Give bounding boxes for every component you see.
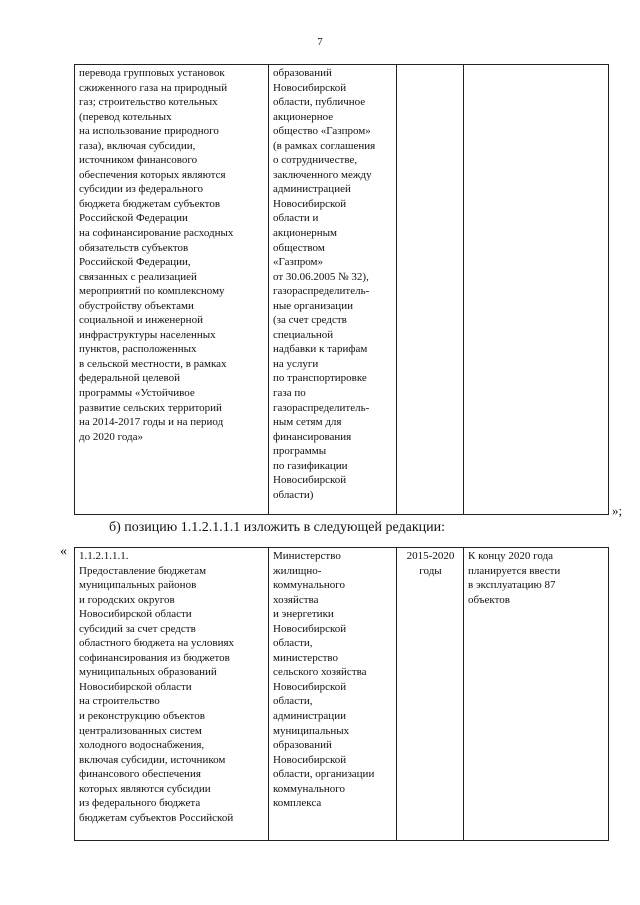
executors-cell: образований Новосибирской области, публичное акционерное общество «Газпром» (в рамках соглашения о сотрудничестве, заключенного между администрацией Новосибирской области и акционерным обществом «Газпром» от 30.06.2005 № 32), газораспределитель- ные организации (за счет средств специальной надбавки к тарифам на услуги по транспортировке газа по газораспределитель- ным сетям для финансирования программы по газификации Новосибирской области) <box>269 65 397 515</box>
table-row <box>75 65 609 515</box>
table-row <box>75 548 609 841</box>
activity-description-cell: 1.1.2.1.1.1. Предоставление бюджетам муниципальных районов и городских округов Новосибирской области субсидий за счет средств областного бюджета на условиях софинансирования из бюджетов муниципальных образований Новосибирской области на строительство и реконструкцию объектов централизованных систем холодного водоснабжения, включая субсидии, источником финансового обеспечения которых являются субсидии из федерального бюджета бюджетам субъектов Российской <box>75 548 269 841</box>
expected-result-cell: К концу 2020 года планируется ввести в эксплуатацию 87 объектов <box>464 548 609 841</box>
opening-quote: « <box>60 544 67 559</box>
amendment-instruction: б) позицию 1.1.2.1.1.1 изложить в следующей редакции: <box>109 520 446 535</box>
new-position-table <box>74 547 609 841</box>
period-cell <box>397 65 464 515</box>
closing-quote: »; <box>612 503 623 518</box>
period-cell: 2015-2020 годы <box>397 548 464 841</box>
continued-program-table <box>74 64 609 515</box>
executors-cell: Министерство жилищно- коммунального хозяйства и энергетики Новосибирской области, министерство сельского хозяйства Новосибирской области, администрации муниципальных образований Новосибирской области, организации коммунального комплекса <box>269 548 397 841</box>
activity-description-cell: перевода групповых установок сжиженного газа на природный газ; строительство котельных (перевод котельных на использование природного газа), включая субсидии, источником финансового обеспечения которых являются субсидии из федерального бюджета бюджетам субъектов Российской Федерации на софинансирование расходных обязательств субъектов Российской Федерации, связанных с реализацией мероприятий по комплексному обустройству объектами социальной и инженерной инфраструктуры населенных пунктов, расположенных в сельской местности, в рамках федеральной целевой программы «Устойчивое развитие сельских территорий на 2014-2017 годы и на период до 2020 года» <box>75 65 269 515</box>
page-number: 7 <box>317 36 323 48</box>
expected-result-cell <box>464 65 609 515</box>
